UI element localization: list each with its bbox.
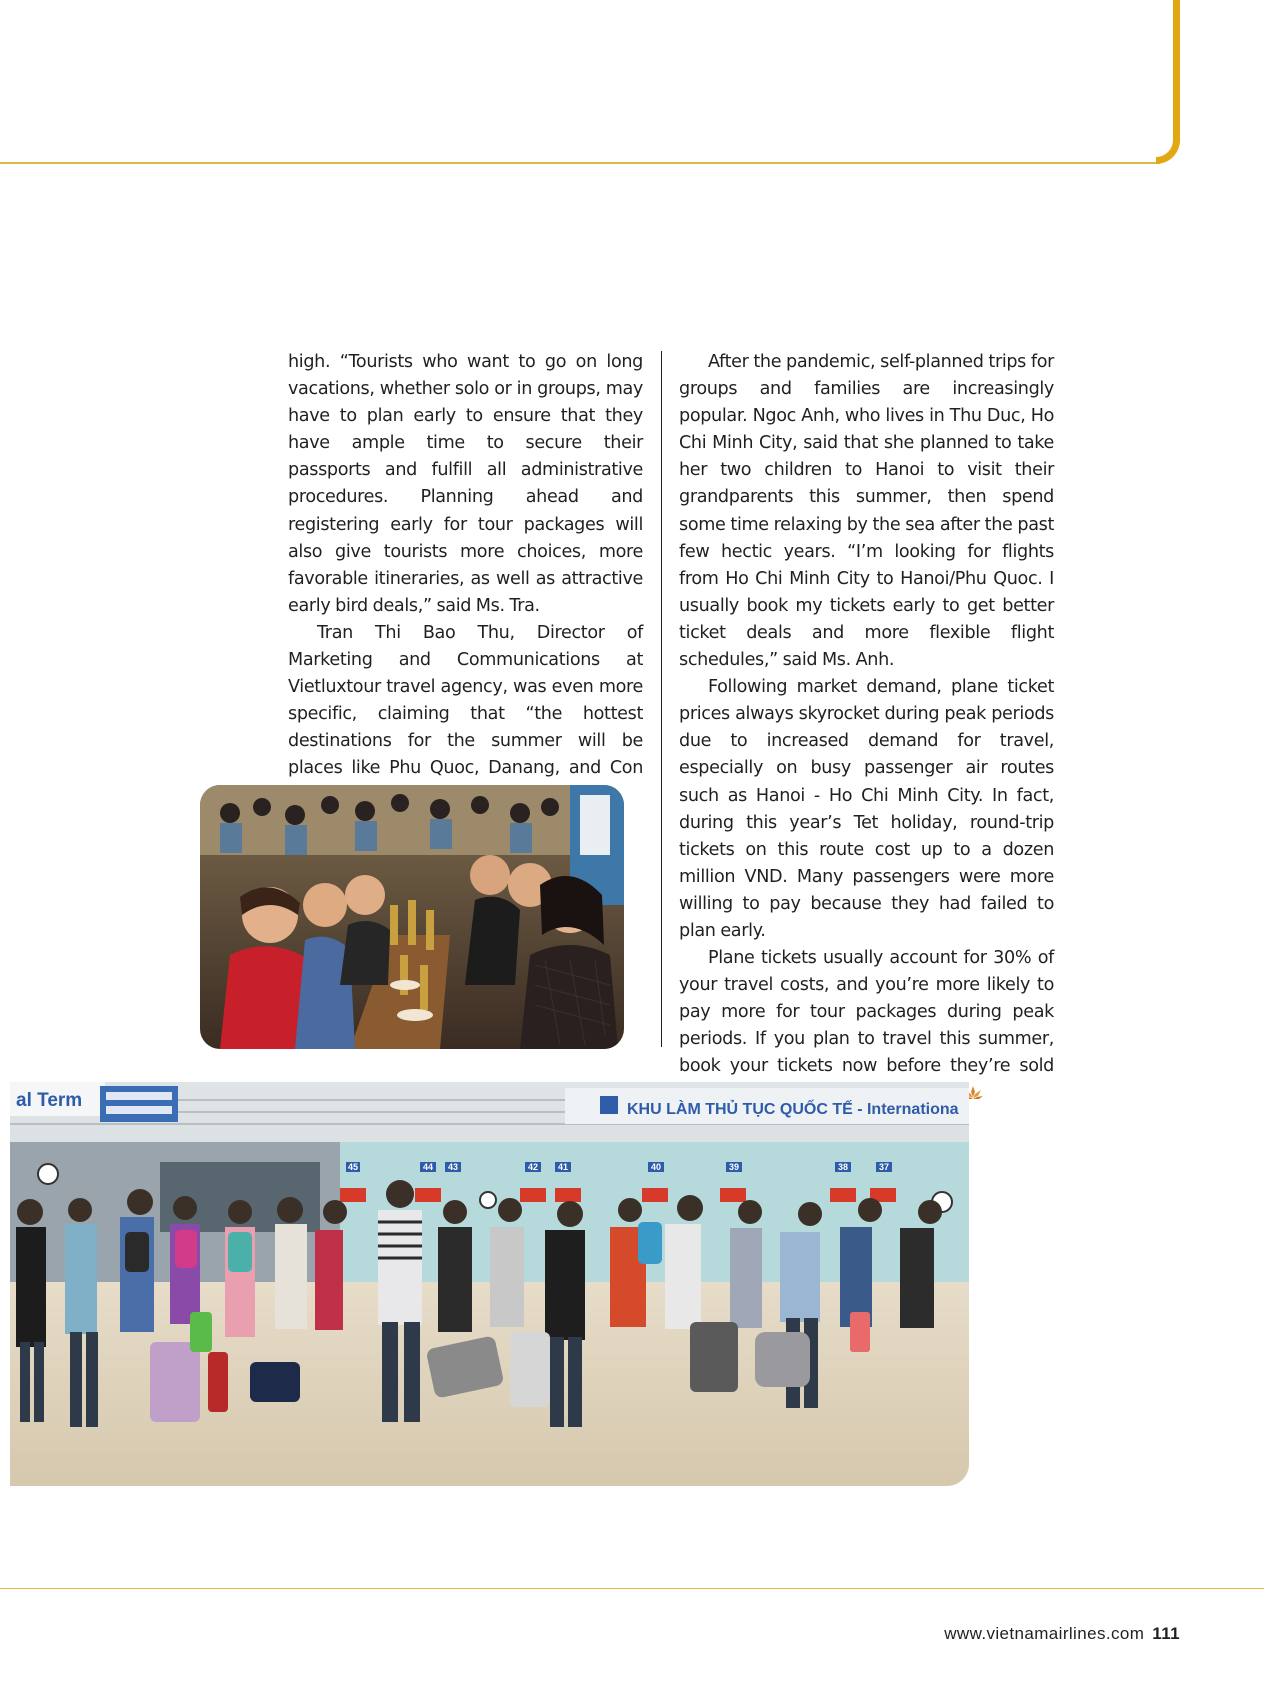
paragraph: After the pandemic, self-planned trips for groups and families are increasingly popular. Ngoc Anh, who lives in Thu Duc, Ho Chi Minh City, said that she planned to take her two children to Hanoi to visit their grandparents this summer, then spend some time relaxing by the sea after the past few hectic years. “I’m looking for flights from Ho Chi Minh City to Hanoi/Phu Quoc. I usually book my tickets early to get better ticket deals and more flexible flight schedules,” said Ms. Anh.	[679, 352, 1054, 671]
counter-number: 41	[557, 1162, 569, 1172]
counter-area-sign: KHU LÀM THỦ TỤC QUỐC TẾ - Internationa	[627, 1101, 959, 1118]
footer-rule	[0, 1588, 1264, 1589]
paragraph: high. “Tourists who want to go on long vacations, whether solo or in groups, may have to plan early to ensure that they have ample time to secure their passports and fulfill all administrative procedures. Planning ahead and registering early for tour packages will also give tourists more choices, more favorable itineraries, as well as attractive early bird deals,” said Ms. Tra.	[288, 352, 643, 616]
photo-airport-checkin	[10, 1082, 969, 1486]
counter-number: 42	[527, 1162, 539, 1172]
counter-number: 45	[347, 1162, 359, 1172]
counter-number: 43	[447, 1162, 459, 1172]
counter-number: 39	[728, 1162, 740, 1172]
counter-number: 37	[878, 1162, 890, 1172]
photo-restaurant-group	[200, 785, 624, 1049]
page-number: 111	[1152, 1624, 1180, 1643]
terminal-sign: al Term	[16, 1090, 83, 1111]
counter-number: 44	[422, 1162, 434, 1172]
page-footer	[944, 1624, 1180, 1644]
counter-number: 38	[837, 1162, 849, 1172]
article-column-right	[679, 349, 1054, 1108]
counter-number: 40	[650, 1162, 662, 1172]
website-url[interactable]: www.vietnamairlines.com	[944, 1624, 1145, 1643]
paragraph: Tran Thi Bao Thu, Director of Marketing and Communications at Vietluxtour travel agency, was even more specific, claiming that “the hottest destinations for the summer will be places like Phu Quoc, Danang, and Con	[288, 622, 643, 779]
paragraph-text: Plane tickets usually account for 30% of your travel costs, and you’re more likely to pay more for tour packages during peak periods. If you plan to travel this summer, book your tickets now before they’re sold	[679, 948, 1054, 1077]
column-divider	[661, 351, 662, 1047]
article-column-left	[288, 349, 643, 810]
paragraph: Following market demand, plane ticket prices always skyrocket during peak periods due to increased demand for travel, especially on busy passenger air routes such as Hanoi - Ho Chi Minh City. In fact, during this year’s Tet holiday, round-trip tickets on this route cost up to a dozen million VND. Many passengers were more willing to pay because they had failed to plan early.	[679, 677, 1054, 941]
header-rule	[0, 162, 1160, 164]
header-gold-bracket	[1156, 0, 1180, 164]
